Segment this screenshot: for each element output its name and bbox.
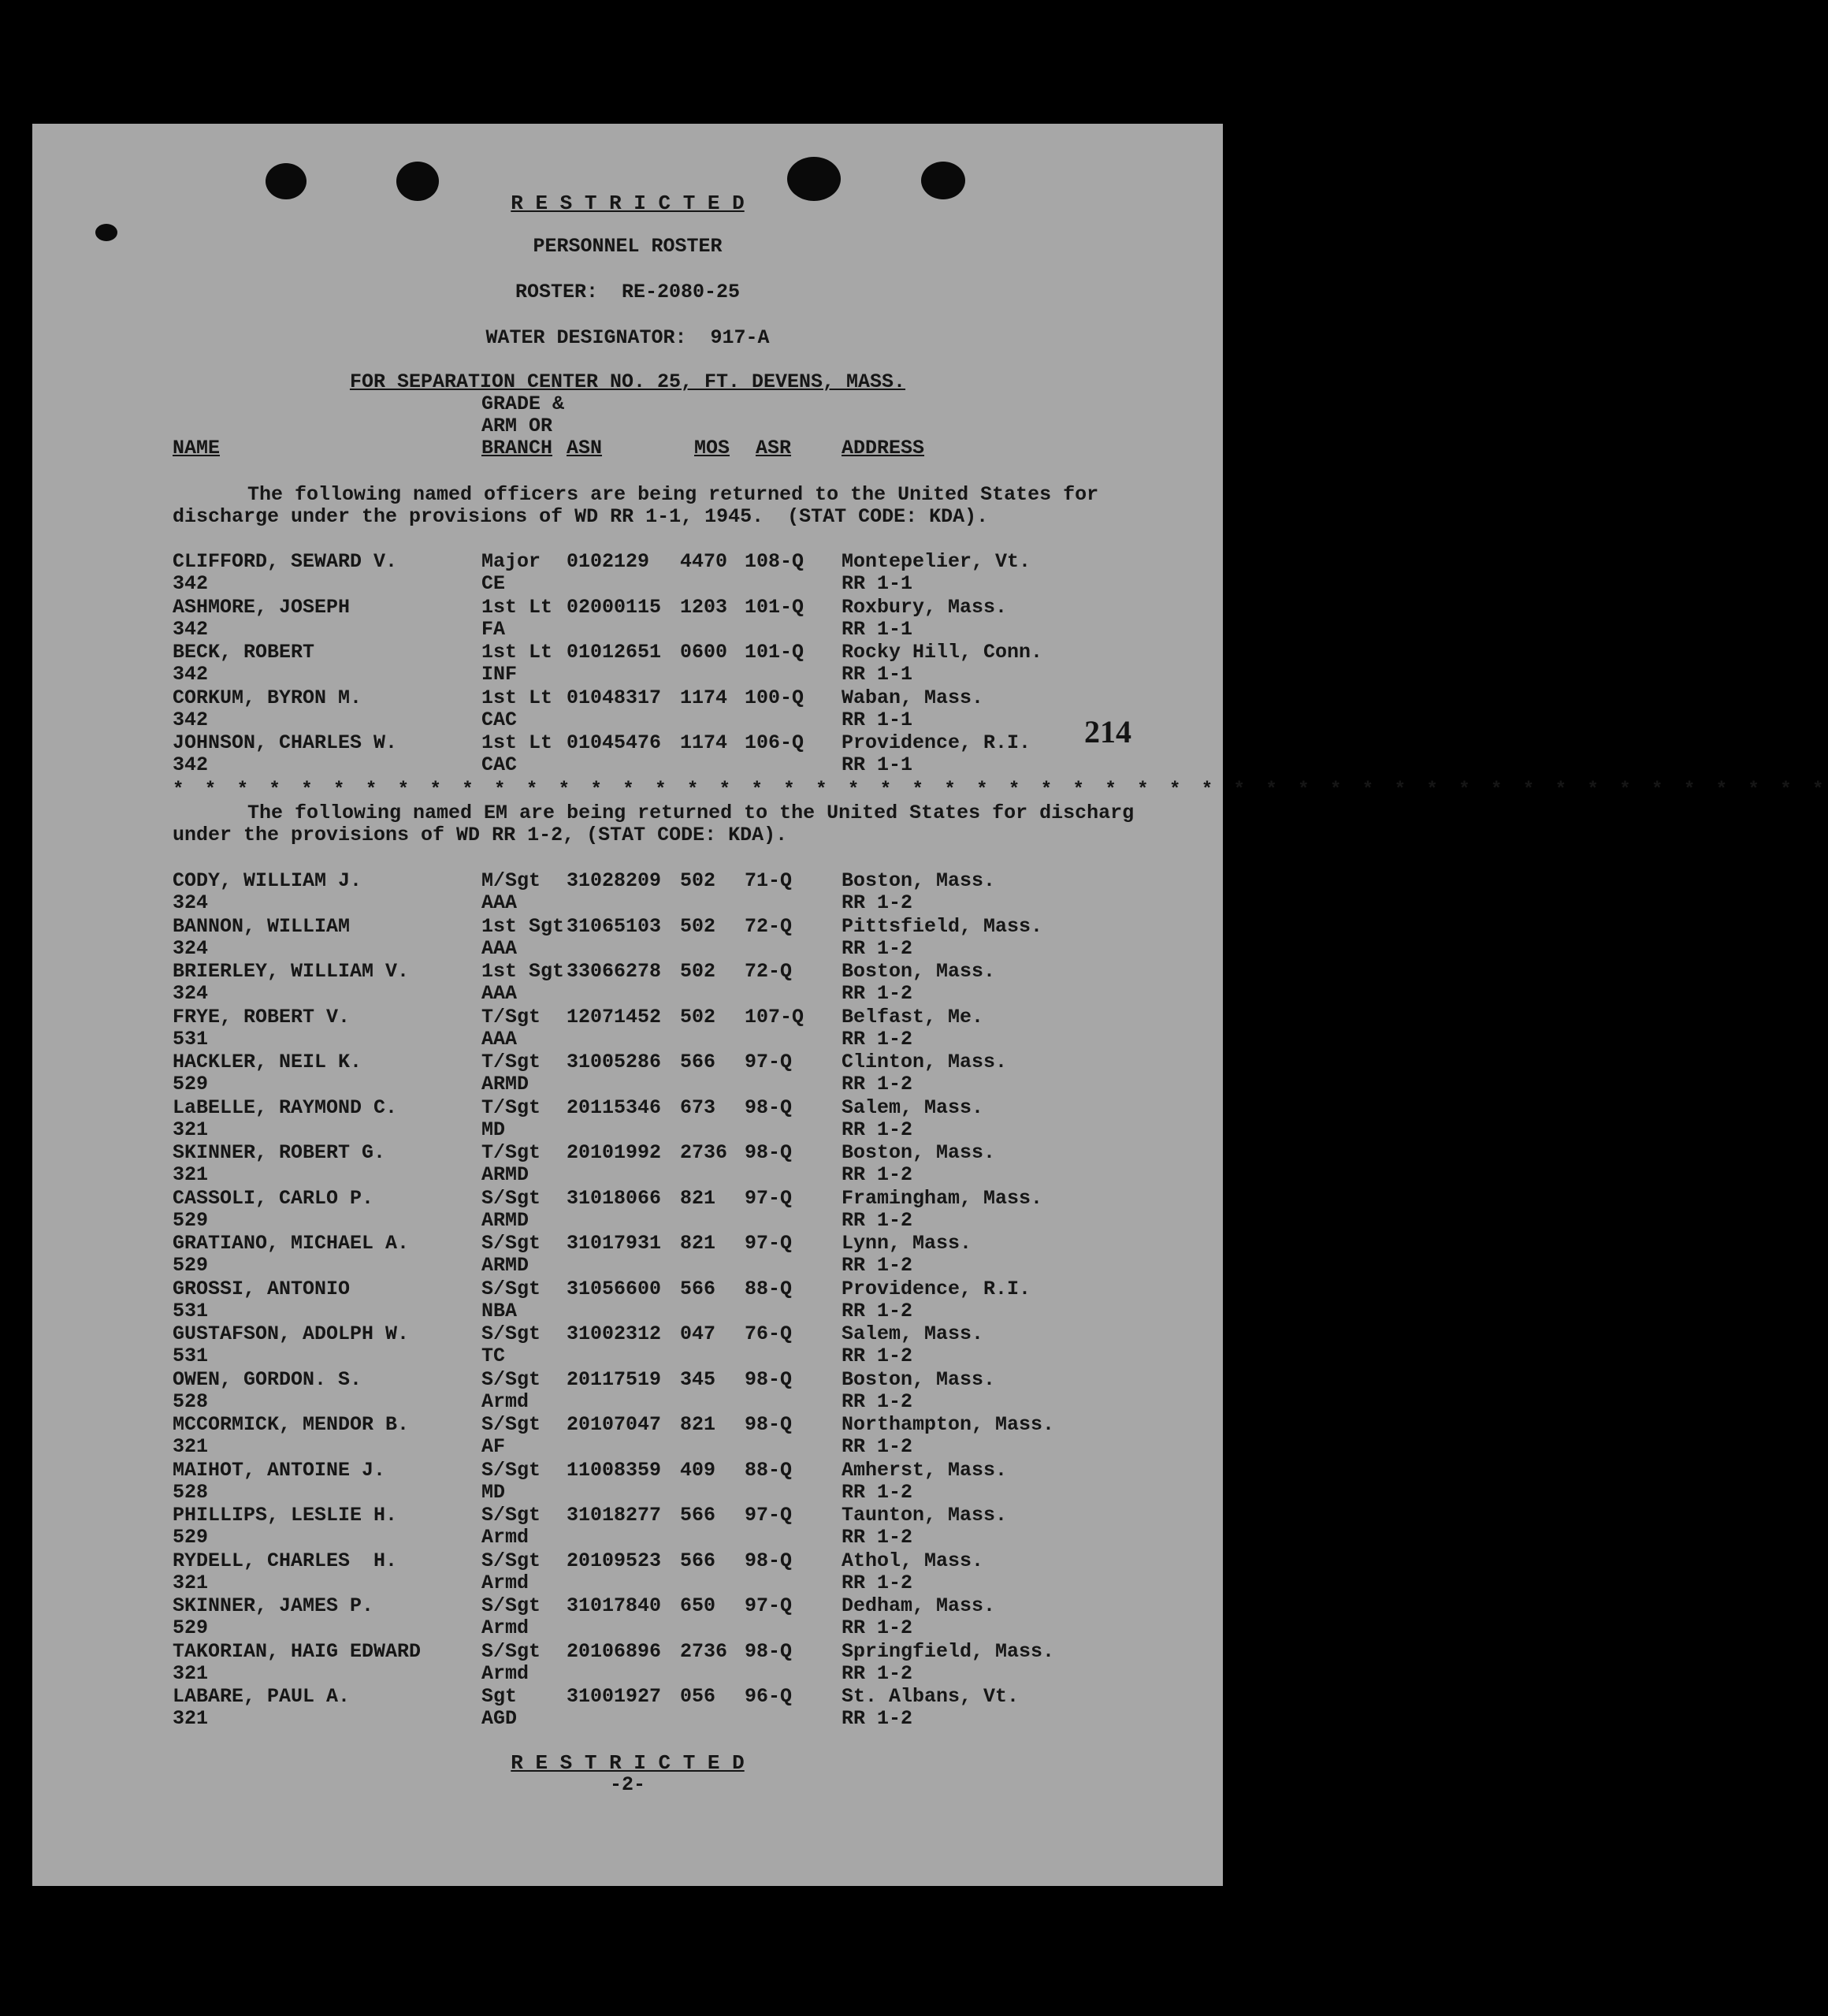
- code-cell: 342: [173, 572, 209, 595]
- address-cell: Salem, Mass.: [842, 1322, 984, 1345]
- address-column-header: ADDRESS: [842, 437, 925, 459]
- asn-column-header: ASN: [567, 437, 603, 459]
- roster-entry: [32, 870, 1223, 916]
- address-cell: Montepelier, Vt.: [842, 550, 1031, 573]
- roster-entry: [32, 1233, 1223, 1278]
- address-cell: Roxbury, Mass.: [842, 595, 1008, 619]
- grade-cell: 1st Lt: [481, 595, 553, 619]
- separation-center: FOR SEPARATION CENTER NO. 25, FT. DEVENS, MASS.: [349, 370, 906, 393]
- asr-cell: 97-Q: [745, 1186, 793, 1210]
- grade-cell: 1st Sgt: [481, 960, 565, 983]
- grade-cell: S/Sgt: [481, 1639, 541, 1663]
- rr-cell: RR 1-1: [842, 572, 913, 595]
- mos-cell: 345: [680, 1367, 716, 1391]
- code-cell: 321: [173, 1163, 209, 1186]
- asr-cell: 98-Q: [745, 1141, 793, 1164]
- roster-entry: [32, 1006, 1223, 1052]
- address-cell: Waban, Mass.: [842, 686, 984, 709]
- branch-cell: Armd: [481, 1389, 529, 1413]
- asr-cell: 101-Q: [745, 641, 804, 664]
- asr-cell: 97-Q: [745, 1504, 793, 1527]
- page-stamp-number: 214: [1084, 714, 1131, 749]
- asr-cell: 76-Q: [745, 1322, 793, 1345]
- mos-cell: 673: [680, 1095, 716, 1119]
- code-cell: 324: [173, 936, 209, 960]
- code-cell: 529: [173, 1073, 209, 1095]
- rr-cell: RR 1-2: [842, 1163, 913, 1186]
- branch-cell: CAC: [481, 753, 518, 776]
- rr-cell: RR 1-1: [842, 708, 913, 731]
- rr-cell: RR 1-2: [842, 1435, 913, 1458]
- asn-cell: 31001927: [567, 1685, 662, 1708]
- mos-cell: 821: [680, 1186, 716, 1210]
- asn-cell: 31002312: [567, 1322, 662, 1345]
- name-cell: GUSTAFSON, ADOLPH W.: [173, 1322, 410, 1345]
- mos-cell: 2736: [680, 1141, 728, 1164]
- grade-cell: S/Sgt: [481, 1549, 541, 1572]
- asr-cell: 107-Q: [745, 1005, 804, 1028]
- roster-entry: [32, 961, 1223, 1006]
- rr-cell: RR 1-2: [842, 891, 913, 914]
- asr-cell: 88-Q: [745, 1458, 793, 1482]
- name-cell: MAIHOT, ANTOINE J.: [173, 1458, 386, 1482]
- asn-cell: 31018066: [567, 1186, 662, 1210]
- roster-number: ROSTER: RE-2080-25: [515, 281, 741, 303]
- mos-cell: 0600: [680, 641, 728, 664]
- grade-cell: T/Sgt: [481, 1095, 541, 1119]
- grade-header-line1: GRADE &: [481, 392, 565, 415]
- mos-cell: 566: [680, 1504, 716, 1527]
- asn-cell: 20109523: [567, 1549, 662, 1572]
- code-cell: 321: [173, 1707, 209, 1730]
- address-cell: Amherst, Mass.: [842, 1458, 1008, 1482]
- branch-cell: CAC: [481, 708, 518, 731]
- rr-cell: RR 1-2: [842, 1389, 913, 1413]
- restricted-header: R E S T R I C T E D: [511, 192, 745, 215]
- grade-cell: S/Sgt: [481, 1322, 541, 1345]
- branch-cell: ARMD: [481, 1208, 529, 1232]
- roster-entry: [32, 597, 1223, 642]
- asr-cell: 100-Q: [745, 686, 804, 709]
- code-cell: 531: [173, 1027, 209, 1051]
- asr-cell: 72-Q: [745, 960, 793, 983]
- grade-cell: S/Sgt: [481, 1413, 541, 1436]
- name-cell: ASHMORE, JOSEPH: [173, 595, 351, 619]
- water-designator: WATER DESIGNATOR: 917-A: [485, 326, 770, 349]
- rr-cell: RR 1-1: [842, 617, 913, 641]
- name-cell: BECK, ROBERT: [173, 641, 315, 664]
- branch-cell: TC: [481, 1345, 506, 1367]
- asn-cell: 01045476: [567, 731, 662, 754]
- grade-cell: S/Sgt: [481, 1232, 541, 1255]
- name-cell: LaBELLE, RAYMOND C.: [173, 1095, 398, 1119]
- asr-cell: 71-Q: [745, 869, 793, 892]
- address-cell: Athol, Mass.: [842, 1549, 984, 1572]
- code-cell: 531: [173, 1299, 209, 1322]
- rr-cell: RR 1-2: [842, 1571, 913, 1594]
- name-cell: CASSOLI, CARLO P.: [173, 1186, 374, 1210]
- branch-cell: Armd: [481, 1661, 529, 1685]
- roster-entry: [32, 1686, 1223, 1731]
- grade-cell: S/Sgt: [481, 1277, 541, 1300]
- asr-cell: 98-Q: [745, 1639, 793, 1663]
- grade-cell: Major: [481, 550, 541, 573]
- address-cell: Northampton, Mass.: [842, 1413, 1055, 1436]
- code-cell: 321: [173, 1661, 209, 1685]
- grade-cell: S/Sgt: [481, 1458, 541, 1482]
- asn-cell: 01048317: [567, 686, 662, 709]
- name-cell: HACKLER, NEIL K.: [173, 1051, 362, 1073]
- branch-cell: CE: [481, 572, 506, 595]
- asn-cell: 31065103: [567, 914, 662, 938]
- rr-cell: RR 1-2: [842, 1661, 913, 1685]
- rr-cell: RR 1-2: [842, 982, 913, 1005]
- rr-cell: RR 1-2: [842, 1073, 913, 1095]
- address-cell: Framingham, Mass.: [842, 1186, 1043, 1210]
- asr-cell: 98-Q: [745, 1095, 793, 1119]
- address-cell: Taunton, Mass.: [842, 1504, 1008, 1527]
- rr-cell: RR 1-2: [842, 1707, 913, 1730]
- grade-cell: S/Sgt: [481, 1367, 541, 1391]
- roster-entry: [32, 1188, 1223, 1233]
- mos-cell: 566: [680, 1051, 716, 1073]
- roster-entry: [32, 916, 1223, 962]
- rr-cell: RR 1-2: [842, 1526, 913, 1549]
- rr-cell: RR 1-1: [842, 753, 913, 776]
- grade-cell: 1st Lt: [481, 641, 553, 664]
- mos-cell: 821: [680, 1413, 716, 1436]
- branch-cell: ARMD: [481, 1254, 529, 1277]
- grade-header-line2: ARM OR: [481, 415, 553, 437]
- address-cell: Boston, Mass.: [842, 1367, 996, 1391]
- code-cell: 342: [173, 617, 209, 641]
- roster-entry: [32, 1414, 1223, 1460]
- grade-cell: S/Sgt: [481, 1186, 541, 1210]
- branch-cell: AF: [481, 1435, 506, 1458]
- name-cell: OWEN, GORDON. S.: [173, 1367, 362, 1391]
- roster-entry: [32, 1278, 1223, 1324]
- rr-cell: RR 1-2: [842, 1208, 913, 1232]
- address-cell: St. Albans, Vt.: [842, 1685, 1020, 1708]
- asr-cell: 98-Q: [745, 1367, 793, 1391]
- asn-cell: 20107047: [567, 1413, 662, 1436]
- address-cell: Boston, Mass.: [842, 960, 996, 983]
- grade-cell: T/Sgt: [481, 1005, 541, 1028]
- asn-cell: 20115346: [567, 1095, 662, 1119]
- address-cell: Lynn, Mass.: [842, 1232, 972, 1255]
- roster-entry: [32, 642, 1223, 687]
- roster-entry: [32, 1550, 1223, 1596]
- mos-cell: 566: [680, 1549, 716, 1572]
- grade-cell: 1st Sgt: [481, 914, 565, 938]
- asr-cell: 97-Q: [745, 1232, 793, 1255]
- document-page: [32, 124, 1828, 1886]
- name-column-header: NAME: [173, 437, 221, 459]
- branch-cell: INF: [481, 663, 518, 686]
- code-cell: 529: [173, 1616, 209, 1639]
- roster-entry: [32, 687, 1223, 733]
- branch-cell: ARMD: [481, 1163, 529, 1186]
- asn-cell: 31017840: [567, 1594, 662, 1617]
- address-cell: Rocky Hill, Conn.: [842, 641, 1043, 664]
- name-cell: LABARE, PAUL A.: [173, 1685, 351, 1708]
- code-cell: 342: [173, 708, 209, 731]
- mos-cell: 502: [680, 960, 716, 983]
- code-cell: 342: [173, 663, 209, 686]
- branch-cell: AAA: [481, 936, 518, 960]
- code-cell: 342: [173, 753, 209, 776]
- branch-cell: ARMD: [481, 1073, 529, 1095]
- asn-cell: 12071452: [567, 1005, 662, 1028]
- mos-cell: 821: [680, 1232, 716, 1255]
- rr-cell: RR 1-2: [842, 1299, 913, 1322]
- asn-cell: 01012651: [567, 641, 662, 664]
- document-title: PERSONNEL ROSTER: [533, 235, 723, 258]
- name-cell: CLIFFORD, SEWARD V.: [173, 550, 398, 573]
- branch-cell: FA: [481, 617, 506, 641]
- roster-entry: [32, 732, 1223, 778]
- branch-column-header: BRANCH: [481, 437, 553, 459]
- code-cell: 528: [173, 1389, 209, 1413]
- code-cell: 531: [173, 1345, 209, 1367]
- name-cell: SKINNER, JAMES P.: [173, 1594, 374, 1617]
- mos-cell: 566: [680, 1277, 716, 1300]
- asn-cell: 0102129: [567, 550, 650, 573]
- rr-cell: RR 1-2: [842, 1118, 913, 1141]
- branch-cell: Armd: [481, 1571, 529, 1594]
- roster-entry: [32, 1142, 1223, 1188]
- grade-cell: T/Sgt: [481, 1051, 541, 1073]
- name-cell: FRYE, ROBERT V.: [173, 1005, 351, 1028]
- branch-cell: MD: [481, 1118, 506, 1141]
- name-cell: CORKUM, BYRON M.: [173, 686, 362, 709]
- address-cell: Belfast, Me.: [842, 1005, 984, 1028]
- address-cell: Providence, R.I.: [842, 1277, 1031, 1300]
- name-cell: GRATIANO, MICHAEL A.: [173, 1232, 410, 1255]
- name-cell: TAKORIAN, HAIG EDWARD: [173, 1639, 422, 1663]
- asr-cell: 101-Q: [745, 595, 804, 619]
- rr-cell: RR 1-2: [842, 1345, 913, 1367]
- asr-cell: 72-Q: [745, 914, 793, 938]
- asr-cell: 106-Q: [745, 731, 804, 754]
- asr-cell: 98-Q: [745, 1549, 793, 1572]
- name-cell: CODY, WILLIAM J.: [173, 869, 362, 892]
- name-cell: GROSSI, ANTONIO: [173, 1277, 351, 1300]
- section-divider: * * * * * * * * * * * * * * * * * * * * * * * * * * * * * * * * * * * * * * * * * * * * * * * * * * * *: [173, 779, 1828, 801]
- address-cell: Springfield, Mass.: [842, 1639, 1055, 1663]
- address-cell: Boston, Mass.: [842, 1141, 996, 1164]
- asr-cell: 96-Q: [745, 1685, 793, 1708]
- grade-cell: T/Sgt: [481, 1141, 541, 1164]
- asn-cell: 31056600: [567, 1277, 662, 1300]
- roster-entry: [32, 1323, 1223, 1369]
- code-cell: 321: [173, 1571, 209, 1594]
- grade-cell: 1st Lt: [481, 686, 553, 709]
- name-cell: MCCORMICK, MENDOR B.: [173, 1413, 410, 1436]
- address-cell: Clinton, Mass.: [842, 1051, 1008, 1073]
- asr-cell: 97-Q: [745, 1594, 793, 1617]
- address-cell: Dedham, Mass.: [842, 1594, 996, 1617]
- address-cell: Pittsfield, Mass.: [842, 914, 1043, 938]
- asn-cell: 31018277: [567, 1504, 662, 1527]
- asr-cell: 97-Q: [745, 1051, 793, 1073]
- branch-cell: AGD: [481, 1707, 518, 1730]
- em-intro-line2: under the provisions of WD RR 1-2, (STAT CODE: KDA).: [173, 824, 788, 846]
- branch-cell: AAA: [481, 891, 518, 914]
- grade-cell: 1st Lt: [481, 731, 553, 754]
- asn-cell: 31028209: [567, 869, 662, 892]
- rr-cell: RR 1-2: [842, 1480, 913, 1504]
- asr-cell: 108-Q: [745, 550, 804, 573]
- mos-cell: 650: [680, 1594, 716, 1617]
- branch-cell: AAA: [481, 1027, 518, 1051]
- mos-column-header: MOS: [694, 437, 730, 459]
- mos-cell: 1203: [680, 595, 728, 619]
- em-intro-line1: The following named EM are being returned to the United States for discharg: [247, 802, 1135, 824]
- address-cell: Salem, Mass.: [842, 1095, 984, 1119]
- code-cell: 529: [173, 1208, 209, 1232]
- asn-cell: 31005286: [567, 1051, 662, 1073]
- asn-cell: 33066278: [567, 960, 662, 983]
- branch-cell: AAA: [481, 982, 518, 1005]
- branch-cell: Armd: [481, 1616, 529, 1639]
- mos-cell: 502: [680, 869, 716, 892]
- grade-cell: M/Sgt: [481, 869, 541, 892]
- code-cell: 529: [173, 1526, 209, 1549]
- asn-cell: 11008359: [567, 1458, 662, 1482]
- roster-entry: [32, 1505, 1223, 1550]
- roster-entry: [32, 1460, 1223, 1505]
- mos-cell: 4470: [680, 550, 728, 573]
- code-cell: 529: [173, 1254, 209, 1277]
- asn-cell: 02000115: [567, 595, 662, 619]
- mos-cell: 2736: [680, 1639, 728, 1663]
- branch-cell: MD: [481, 1480, 506, 1504]
- address-cell: Providence, R.I.: [842, 731, 1031, 754]
- asn-cell: 20106896: [567, 1639, 662, 1663]
- mos-cell: 056: [680, 1685, 716, 1708]
- mos-cell: 502: [680, 1005, 716, 1028]
- asn-cell: 20117519: [567, 1367, 662, 1391]
- name-cell: JOHNSON, CHARLES W.: [173, 731, 398, 754]
- name-cell: BANNON, WILLIAM: [173, 914, 351, 938]
- mos-cell: 1174: [680, 731, 728, 754]
- branch-cell: NBA: [481, 1299, 518, 1322]
- officers-intro-line2: discharge under the provisions of WD RR 1-1, 1945. (STAT CODE: KDA).: [173, 505, 989, 528]
- name-cell: SKINNER, ROBERT G.: [173, 1141, 386, 1164]
- asn-cell: 31017931: [567, 1232, 662, 1255]
- branch-cell: Armd: [481, 1526, 529, 1549]
- restricted-footer: R E S T R I C T E D: [511, 1751, 745, 1775]
- rr-cell: RR 1-1: [842, 663, 913, 686]
- roster-entry: [32, 1369, 1223, 1415]
- asr-column-header: ASR: [756, 437, 792, 459]
- roster-entry: [32, 1051, 1223, 1097]
- grade-cell: Sgt: [481, 1685, 518, 1708]
- officers-intro-line1: The following named officers are being returned to the United States for: [247, 483, 1099, 506]
- grade-cell: S/Sgt: [481, 1504, 541, 1527]
- roster-entry: [32, 551, 1223, 597]
- grade-cell: S/Sgt: [481, 1594, 541, 1617]
- asr-cell: 88-Q: [745, 1277, 793, 1300]
- mos-cell: 047: [680, 1322, 716, 1345]
- page-number: -2-: [609, 1773, 645, 1796]
- asn-cell: 20101992: [567, 1141, 662, 1164]
- rr-cell: RR 1-2: [842, 1616, 913, 1639]
- code-cell: 528: [173, 1480, 209, 1504]
- asr-cell: 98-Q: [745, 1413, 793, 1436]
- name-cell: RYDELL, CHARLES H.: [173, 1549, 398, 1572]
- name-cell: BRIERLEY, WILLIAM V.: [173, 960, 410, 983]
- code-cell: 321: [173, 1118, 209, 1141]
- roster-entry: [32, 1097, 1223, 1143]
- code-cell: 321: [173, 1435, 209, 1458]
- rr-cell: RR 1-2: [842, 936, 913, 960]
- code-cell: 324: [173, 891, 209, 914]
- rr-cell: RR 1-2: [842, 1254, 913, 1277]
- roster-entry: [32, 1595, 1223, 1641]
- name-cell: PHILLIPS, LESLIE H.: [173, 1504, 398, 1527]
- rr-cell: RR 1-2: [842, 1027, 913, 1051]
- mos-cell: 1174: [680, 686, 728, 709]
- address-cell: Boston, Mass.: [842, 869, 996, 892]
- mos-cell: 409: [680, 1458, 716, 1482]
- roster-entry: [32, 1641, 1223, 1687]
- mos-cell: 502: [680, 914, 716, 938]
- code-cell: 324: [173, 982, 209, 1005]
